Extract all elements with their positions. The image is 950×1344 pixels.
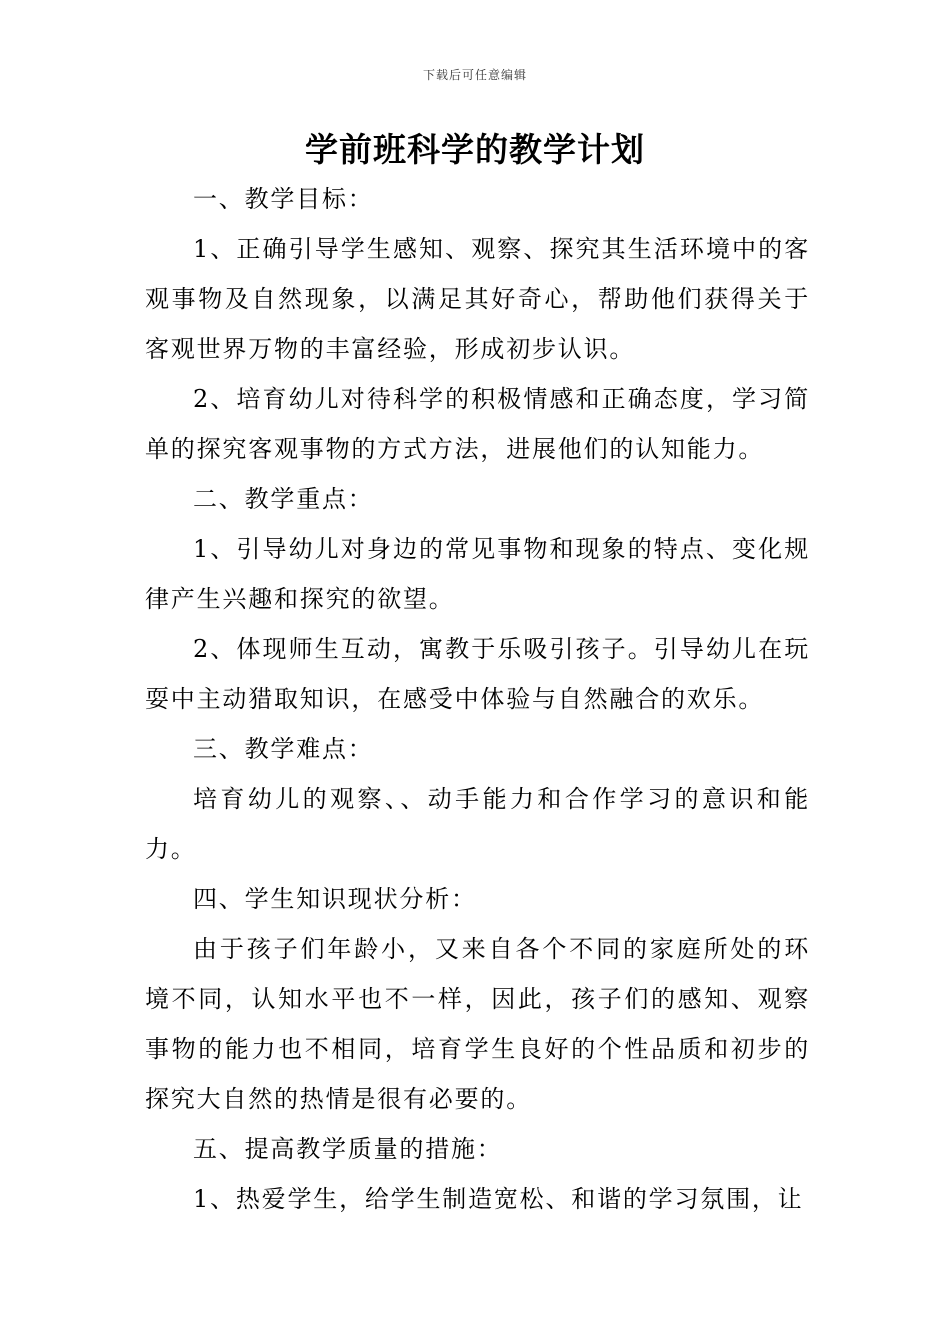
goal-item-1: 1、正确引导学生感知、观察、探究其生活环境中的客观事物及自然现象，以满足其好奇心，帮助他们获得关于客观世界万物的丰富经验，形成初步认识。 [145,235,810,363]
heading-teaching-difficulty: 三、教学难点： [193,735,374,763]
focus-item-2: 2、体现师生互动，寓教于乐吸引孩子。引导幼儿在玩耍中主动猎取知识，在感受中体验与自然融合的欢乐。 [145,635,810,713]
heading-quality-measures: 五、提高教学质量的措施： [193,1135,503,1163]
heading-student-analysis: 四、学生知识现状分析： [193,885,477,913]
focus-item-1: 1、引导幼儿对身边的常见事物和现象的特点、变化规律产生兴趣和探究的欲望。 [145,535,810,613]
document-body [145,174,810,1224]
header-note: 下载后可任意编辑 [422,68,527,82]
difficulty-text: 培育幼儿的观察、、动手能力和合作学习的意识和能力。 [145,785,810,863]
measure-item-1: 1、热爱学生，给学生制造宽松、和谐的学习氛围，让 [193,1185,804,1213]
heading-teaching-focus: 二、教学重点： [193,485,374,513]
goal-item-2: 2、培育幼儿对待科学的积极情感和正确态度，学习简单的探究客观事物的方式方法，进展他们的认知能力。 [145,385,810,463]
student-analysis-text: 由于孩子们年龄小，又来自各个不同的家庭所处的环境不同，认知水平也不一样，因此，孩子们的感知、观察事物的能力也不相同，培育学生良好的个性品质和初步的探究大自然的热情是很有必要的。 [145,935,810,1113]
document-title: 学前班科学的教学计划 [305,130,645,169]
heading-teaching-goals: 一、教学目标： [193,185,374,213]
